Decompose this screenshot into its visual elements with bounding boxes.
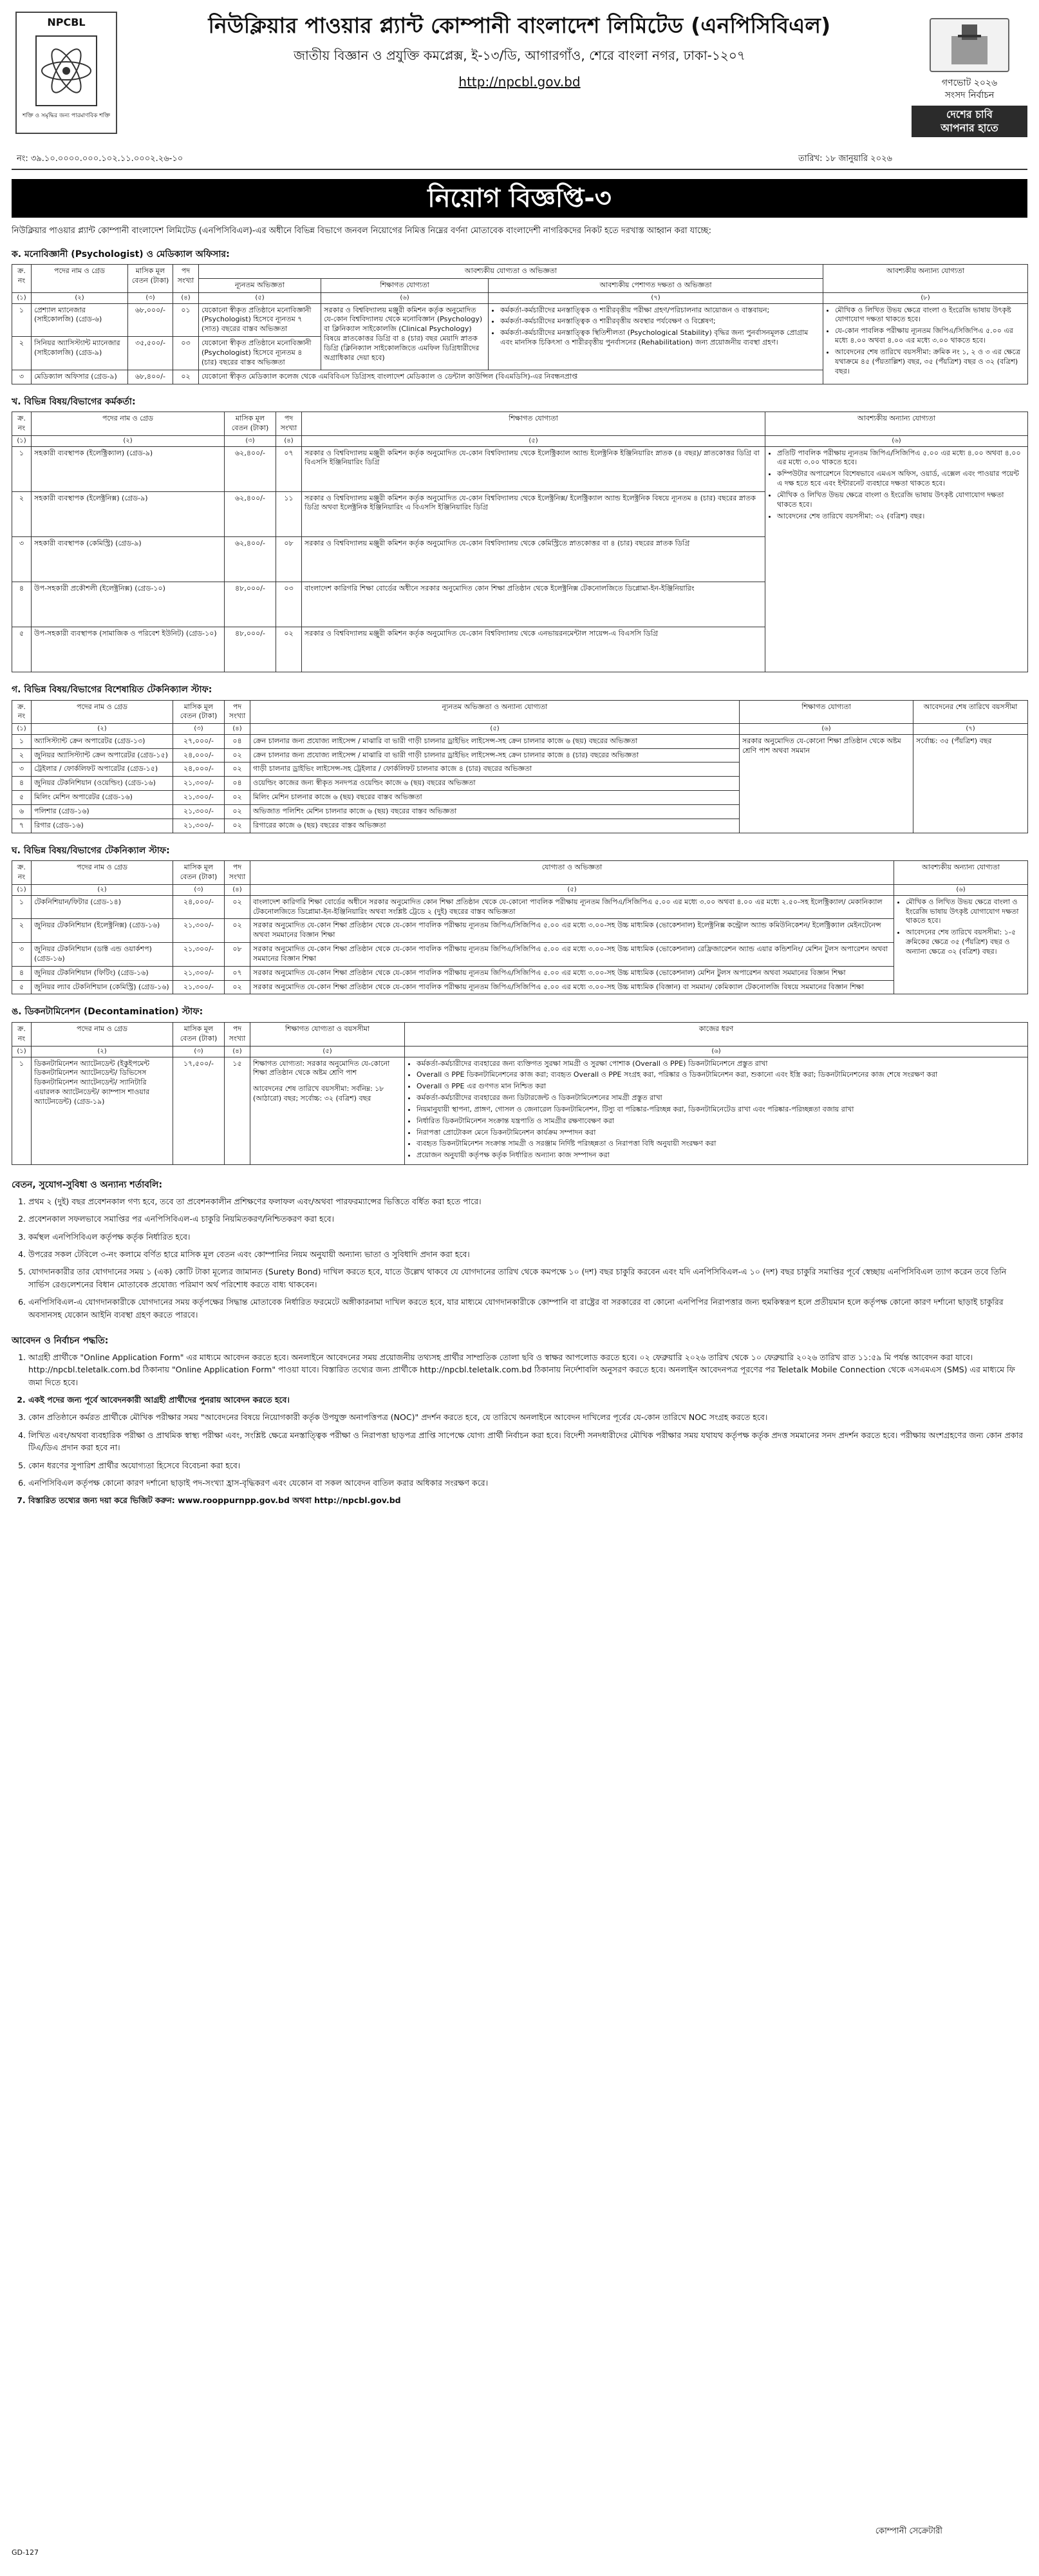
cell: ৪ bbox=[12, 777, 32, 791]
cell: যেকোনো স্বীকৃত মেডিক্যাল কলেজ থেকে এমবিবিএস ডিগ্রিসহ বাংলাদেশ মেডিক্যাল ও ডেন্টাল কাউন্সিল (বিএমডিসি)-এর নিবন্ধনপ্রাপ্ত bbox=[199, 370, 823, 384]
memo-number: নং: ৩৯.১০.০০০০.০০০.১০২.১১.০০০২.২৬-১০ bbox=[17, 154, 183, 164]
cell: অভিজাত পলিশিং মেশিন চালনার কাজে ৬ (ছয়) বছরের বাস্তব অভিজ্ঞতা bbox=[250, 804, 740, 819]
col-post: পদের নাম ও গ্রেড bbox=[32, 861, 173, 885]
cell: ০২ bbox=[225, 762, 250, 777]
list-item: 1. আগ্রহী প্রার্থীকে "Online Application Form" এর মাধ্যমে আবেদন করতে হবে। অনলাইনে আবেদনের সময় প্রয়োজনীয় তথ্যসহ প্রার্থীর সাম্প্রতিক তোলা ছবি ও স্বাক্ষর আপলোড করতে হবে। ০২ ফেব্রুয়ারি ২০২৬ তারিখ থেকে ১০ ফেব্রুয়ারি ২০২৬ তারিখ রাত ১১:৫৯ মি পর্যন্ত আবেদন করা যাবে। http://npcbl.teletalk.com.bd ঠিকানায় "Online Application Form" পাওয়া যাবে। বিস্তারিত তথ্যের জন্য প্রার্থীকে http://npcbl.teletalk.com.bd ঠিকানায় নির্দেশাবলি অনুসরণ করতে হবে। অনলাইন আবেদনপত্র পূরণের পর Teletalk Mobile Connection থেকে এসএমএস (SMS) এর মাধ্যমে ফি জমা দিতে হবে। bbox=[28, 1351, 1027, 1388]
cell: ১ bbox=[12, 303, 32, 337]
cell: ৬৮,৪০০/- bbox=[128, 370, 173, 384]
col-post: পদের নাম ও গ্রেড bbox=[32, 1023, 173, 1046]
list-item: • আবেদনের শেষ তারিখে বয়সসীমা: ১-৫ ক্রমিকের ক্ষেত্রে ৩৫ (পঁয়ত্রিশ) বছর ও অন্যান্য ক্ষেত্রে ৩২ (বত্রিশ) বছর। bbox=[906, 928, 1025, 957]
cell: ২৪,০০০/- bbox=[173, 895, 225, 919]
cell: ২১,৩০০/- bbox=[173, 966, 225, 980]
list-item: 1. প্রথম ২ (দুই) বছর প্রবেশনকাল গণ্য হবে, তবে তা প্রবেশনকালীন প্রশিক্ষণের ফলাফল এবং/অথবা পারফরম্যান্সের ভিত্তিতে বর্ধিত করা হতে পারে। bbox=[28, 1195, 1027, 1208]
cell: ১ bbox=[12, 734, 32, 748]
age-text: আবেদনের শেষ তারিখে বয়সসীমা: সর্বনিম্ন: ১৮ (আঠারো) বছর; সর্বোচ্চ: ৩২ (বত্রিশ) বছর bbox=[253, 1084, 384, 1103]
cell: সরকার ও বিশ্ববিদ্যালয় মঞ্জুরী কমিশন কর্তৃক অনুমোদিত যে-কোন বিশ্ববিদ্যালয় থেকে এনভায়রনমেন্টাল সায়েন্স-এ বিএসসি ডিগ্রি bbox=[302, 627, 765, 672]
section-b-table bbox=[12, 412, 1028, 672]
col-count: পদ সংখ্যা bbox=[225, 861, 250, 885]
list-item: • নির্ধারিত ডিকনটামিনেশন সংক্রান্ত যন্ত্রপাতি ও সামগ্রীর রক্ষণাবেক্ষণ করা bbox=[417, 1117, 1025, 1126]
num: (২) bbox=[32, 724, 173, 735]
cell: ৭ bbox=[12, 819, 32, 833]
list-item: • মৌখিক ও লিখিত উভয় ক্ষেত্রে বাংলা ও ইংরেজি ভাষায় উৎকৃষ্ট যোগাযোগ দক্ষতা থাকতে হবে। bbox=[835, 306, 1025, 325]
section-e-table bbox=[12, 1022, 1028, 1165]
table-header-row bbox=[12, 700, 1028, 724]
section-b-title: খ. বিভিন্ন বিষয়/বিভাগের কর্মকর্তা: bbox=[12, 396, 136, 407]
cell: ০৭ bbox=[276, 446, 302, 491]
list-item: 5. কোন ধরণের সুপারিশ প্রার্থীর অযোগ্যতা হিসেবে বিবেচনা করা হবে। bbox=[28, 1459, 1027, 1472]
col-other: আবশ্যকীয় অন্যান্য যোগ্যতা bbox=[765, 412, 1028, 436]
list-item: 3. কোন প্রতিষ্ঠানে কর্মরত প্রার্থীকে মৌখিক পরীক্ষার সময় "আবেদনের বিষয়ে নিয়োগকারী কর্তৃক উপযুক্ত অনাপত্তিপত্র (NOC)" প্রদর্শন করতে হবে, যে তারিখে অনলাইনে আবেদন দাখিলের পূর্বের যে-কোন তারিখে NOC সংগ্রহ করতে হবে। bbox=[28, 1411, 1027, 1423]
col-experience: ন্যূনতম অভিজ্ঞতা ও অন্যান্য যোগ্যতা bbox=[250, 700, 740, 724]
cell: জুনিয়র টেকনিশিয়ান (ইলেক্ট্রনিক্স) (গ্রেড-১৬) bbox=[32, 919, 173, 943]
section-a-title: ক. মনোবিজ্ঞানী (Psychologist) ও মেডিক্যাল অফিসার: bbox=[12, 249, 230, 260]
list-item: • নিয়মানুযায়ী স্থাপনা, প্রাঙ্গণ, গোসল ও জেনারেল ডিকনটামিনেশন, টিস্যু বা পরিষ্কার-পরিচ্ছন্ন করা, ডিকনটামিনেটেড রাখা এবং পরিষ্কার-পরিচ্ছন্নতা বজায় রাখা bbox=[417, 1105, 1025, 1115]
cell: সরকার ও বিশ্ববিদ্যালয় মঞ্জুরী কমিশন কর্তৃক অনুমোদিত যে-কোন বিশ্ববিদ্যালয় থেকে ইলেক্ট্রিক্যাল অ্যান্ড ইলেক্ট্রনিক ইঞ্জিনিয়ারিং স্নাতক (৪ বছর)/ স্নাতকোত্তর ডিগ্রি বা বিএসসি ইঞ্জিনিয়ারিং ডিগ্রি bbox=[302, 446, 765, 491]
col-post: পদের নাম ও গ্রেড bbox=[32, 265, 128, 293]
election-slogan bbox=[912, 106, 1027, 138]
cell: ০৮ bbox=[276, 536, 302, 582]
num: (৫) bbox=[250, 724, 740, 735]
cell: ২৪,০০০/- bbox=[173, 748, 225, 762]
column-number-row bbox=[12, 436, 1028, 447]
num: (৫) bbox=[250, 1046, 405, 1057]
num: (৬) bbox=[765, 436, 1028, 447]
col-pay: মাসিক মূল বেতন (টাকা) bbox=[173, 861, 225, 885]
table-header-row bbox=[12, 265, 1028, 279]
list-item: 3. কর্মস্থল এনপিসিবিএল কর্তৃপক্ষ কর্তৃক নির্ধারিত হবে। bbox=[28, 1231, 1027, 1243]
cell: ০২ bbox=[225, 804, 250, 819]
num: (৩) bbox=[173, 1046, 225, 1057]
num: (১) bbox=[12, 436, 32, 447]
col-count: পদ সংখ্যা bbox=[276, 412, 302, 436]
header bbox=[12, 0, 1027, 170]
cell: ১৭,৫০০/- bbox=[173, 1057, 225, 1165]
list-item: 6. এনপিসিবিএল কর্তৃপক্ষ কোনো কারণ দর্শানো ছাড়াই পদ-সংখ্যা হ্রাস-বৃদ্ধিকরণ এবং যেকোন বা সকল আবেদন বাতিল করার অধিকার সংরক্ষণ করে। bbox=[28, 1477, 1027, 1489]
cell: ওয়েল্ডিং কাজের জন্য স্বীকৃত সনদপত্র ওয়েল্ডিং কাজে ৬ (ছয়) বছরের অভিজ্ঞতা bbox=[250, 777, 740, 791]
cell: ২১,৩০০/- bbox=[173, 980, 225, 994]
cell: অ্যাসিস্ট্যান্ট ক্রেন অপারেটর (গ্রেড-১৩) bbox=[32, 734, 173, 748]
cell: ৫ bbox=[12, 980, 32, 994]
col-serial: ক্র. নং bbox=[12, 412, 32, 436]
cell: যেকোনো স্বীকৃত প্রতিষ্ঠানে মনোবিজ্ঞানী (Psychologist) হিসেবে ন্যূনতম ৭ (সাত) বছরের বাস্তব অভিজ্ঞতা bbox=[199, 303, 321, 337]
table-row bbox=[12, 303, 1028, 337]
cell: ৬৮,০০০/- bbox=[128, 303, 173, 337]
cell: ৫ bbox=[12, 627, 32, 672]
cell: ০২ bbox=[173, 370, 199, 384]
cell: ০৮ bbox=[225, 943, 250, 967]
list-item: • মৌখিক ও লিখিত উভয় ক্ষেত্রে বাংলা ও ইংরেজি ভাষায় উৎকৃষ্ট যোগাযোগ দক্ষতা থাকতে হবে। bbox=[777, 491, 1025, 510]
num: (২) bbox=[32, 885, 173, 896]
list-item: • Overall ও PPE এর গুণগত মান নিশ্চিত করা bbox=[417, 1082, 1025, 1092]
num: (৬) bbox=[405, 1046, 1028, 1057]
list-item: • আবেদনের শেষ তারিখে বয়সসীমা: ক্রমিক নং ১, ২ ও ৩ এর ক্ষেত্রে যথাক্রমে ৪৫ (পঁয়তাল্লিশ) বছর, ৩৫ (পঁয়ত্রিশ) বছর ও ৩২ (বত্রিশ) বছর। bbox=[835, 348, 1025, 377]
num: (২) bbox=[32, 293, 128, 304]
cell: রিগারের কাজে ৬ (ছয়) বছরের বাস্তব অভিজ্ঞতা bbox=[250, 819, 740, 833]
cell: ০২ bbox=[225, 895, 250, 919]
col-count: পদ সংখ্যা bbox=[225, 700, 250, 724]
col-pay: মাসিক মূল বেতন (টাকা) bbox=[173, 1023, 225, 1046]
col-serial: ক্র. নং bbox=[12, 700, 32, 724]
num: (১) bbox=[12, 724, 32, 735]
num: (৩) bbox=[128, 293, 173, 304]
cell: ০২ bbox=[276, 627, 302, 672]
cell: ২১,৩০০/- bbox=[173, 819, 225, 833]
logo-text: NPCBL bbox=[47, 16, 86, 28]
table-row bbox=[12, 966, 1028, 980]
table-header-row bbox=[12, 861, 1028, 885]
cell: ০৪ bbox=[225, 777, 250, 791]
cell: বাংলাদেশ কারিগরি শিক্ষা বোর্ডের অধীনে সরকার অনুমোদিত কোন শিক্ষা প্রতিষ্ঠান থেকে ইলেক্ট্রনিক্স টেকনোলজিতে ডিপ্লোমা-ইন-ইঞ্জিনিয়ারিং bbox=[302, 582, 765, 627]
list-item: 5. যোগদানকারীর তার যোগদানের সময় ১ (এক) কোটি টাকা মূল্যের জামানত (Surety Bond) দাখিল করতে হবে, যাতে উল্লেখ থাকবে যে যোগদানের তারিখ থেকে কমপক্ষে ১০ (দশ) বছর চাকুরি করবেন এবং যদি এনপিসিবিএল-এ ১০ (দশ) বছর চাকুরি সমাপ্তির পূর্বে স্বেচ্ছায় এনপিসিবিএল ত্যাগ করেন তবে তিনি সার্ভিস রেগুলেশনের বিধান মোতাবেক প্রযোজ্য পরিমাণ অর্থ পরিশোধ করতে বাধ্য থাকবেন। bbox=[28, 1265, 1027, 1291]
cell: সরকার ও বিশ্ববিদ্যালয় মঞ্জুরী কমিশন কর্তৃক অনুমোদিত যে-কোন বিশ্ববিদ্যালয় থেকে মনোবিজ্ঞান (Psychology) বা ক্লিনিক্যাল সাইকোলজি (Clinical Psychology) বিষয়ে স্নাতকোত্তর ডিগ্রি বা ৪ (চার) বছর মেয়াদি স্নাতক ডিগ্রি (ক্লিনিক্যাল সাইকোলজিতে এমফিল ডিগ্রিধারীদের অগ্রাধিকার দেয়া হবে) bbox=[321, 303, 489, 370]
cell: ০৭ bbox=[225, 966, 250, 980]
cell: ২ bbox=[12, 491, 32, 536]
cell: প্রেশ্যাল ম্যানেজার (সাইকোলজি) (গ্রেড-৬) bbox=[32, 303, 128, 337]
cell: ৩৫,৫০০/- bbox=[128, 337, 173, 370]
table-row bbox=[12, 919, 1028, 943]
col-pay: মাসিক মূল বেতন (টাকা) bbox=[225, 412, 276, 436]
education-text: শিক্ষাগত যোগ্যতা: সরকার অনুমোদিত যে-কোনো শিক্ষা প্রতিষ্ঠান থেকে অষ্টম শ্রেণি পাশ bbox=[253, 1059, 390, 1077]
cell: ০২ bbox=[225, 791, 250, 805]
col-count: পদ সংখ্যা bbox=[225, 1023, 250, 1046]
logo-subtext: শক্তি ও সমৃদ্ধির জন্য পারমাণবিক শক্তি bbox=[23, 112, 110, 119]
cell: ২৭,০০০/- bbox=[173, 734, 225, 748]
col-other: আবশ্যকীয় অন্যান্য যোগ্যতা bbox=[894, 861, 1028, 885]
cell bbox=[823, 303, 1028, 384]
cell: ২১,৩০০/- bbox=[173, 919, 225, 943]
table-row bbox=[12, 980, 1028, 994]
list-item: • নিরাপত্তা প্রোটোকল মেনে ডিকনটামিনেশন কার্যক্রম সম্পাদন করা bbox=[417, 1128, 1025, 1138]
table-row bbox=[12, 943, 1028, 967]
cell: ৬২,৪০০/- bbox=[225, 536, 276, 582]
list-item: 6. এনপিসিবিএল-এ যোগদানকারীকে যোগদানের সময় কর্তৃপক্ষের সিদ্ধান্ত মোতাবেক নির্ধারিত ফরমেটে অঙ্গীকারনামা দাখিল করতে হবে, যার মাধ্যমে যোগদানকারীকে কোম্পানি বা রাষ্ট্রের বা সরকারের বা কোনো এনপিপির নিরাপত্তার জন্য হুমকিস্বরূপ হলে প্রতীয়মান হলে কর্তৃপক্ষ কোনো কারণ দর্শানো ছাড়াই চাকুরির অবসানসহ যেকোন আইনি ব্যবস্থা গ্রহণ করতে পারবে। bbox=[28, 1296, 1027, 1321]
cell: ৬২,৪০০/- bbox=[225, 446, 276, 491]
signature-title: কোম্পানী সেক্রেটারী bbox=[875, 2526, 942, 2537]
col-education: শিক্ষাগত যোগ্যতা ও বয়সসীমা bbox=[250, 1023, 405, 1046]
company-address: জাতীয় বিজ্ঞান ও প্রযুক্তি কমপ্লেক্স, ই-১৩/ডি, আগারগাঁও, শেরে বাংলা নগর, ঢাকা-১২০৭ bbox=[294, 47, 745, 63]
cell: মিলিং মেশিন চালনার কাজে ৬ (ছয়) বছরের বাস্তব অভিজ্ঞতা bbox=[250, 791, 740, 805]
cell: যেকোনো স্বীকৃত প্রতিষ্ঠানে মনোবিজ্ঞানী (Psychologist) হিসেবে ন্যূনতম ৪ (চার) বছরের বাস্তব অভিজ্ঞতা bbox=[199, 337, 321, 370]
table-header-row bbox=[12, 1023, 1028, 1046]
num: (১) bbox=[12, 293, 32, 304]
cell: ২ bbox=[12, 337, 32, 370]
list-item: 4. লিখিত এবং/অথবা ব্যবহারিক পরীক্ষা ও প্রাথমিক স্বাস্থ্য পরীক্ষা এবং, সংশ্লিষ্ট ক্ষেত্রে মনস্তাত্ত্বিক পরীক্ষা ও নিরাপত্তা ছাড়পত্র প্রাপ্তি সাপেক্ষে যোগ্য প্রার্থী নির্বাচন করা হবে। বিদেশী সনদধারীদের মৌখিক পরীক্ষার সময় যথাযথ কর্তৃপক্ষ কর্তৃক প্রদত্ত সমমানের সনদ প্রদর্শন করতে হবে। পরীক্ষায় অংশগ্রহণের জন্য কোন প্রকার টিএ/ডিএ প্রদান করা হবে না। bbox=[28, 1429, 1027, 1454]
cell: সিনিয়র অ্যাসিস্ট্যান্ট ম্যানেজার (সাইকোলজি) (গ্রেড-৯) bbox=[32, 337, 128, 370]
num: (৩) bbox=[173, 885, 225, 896]
election-line1: গণভোট ২০২৬ bbox=[941, 78, 998, 88]
num: (৬) bbox=[894, 885, 1028, 896]
election-badge bbox=[912, 18, 1027, 137]
cell: ১ bbox=[12, 895, 32, 919]
cell: ৩ bbox=[12, 762, 32, 777]
election-line2: সংসদ নির্বাচন bbox=[944, 90, 995, 100]
cell: ৪৮,০০০/- bbox=[225, 582, 276, 627]
cell: ৪৮,০০০/- bbox=[225, 627, 276, 672]
cell: ক্রেন চালনার জন্য প্রযোজ্য লাইসেন্স / মাঝারি বা ভারী গাড়ী চালনার ড্রাইভিং লাইসেন্স-সহ ক্রেন চালনার কাজে ৬ (ছয়) বছরের অভিজ্ঞতা bbox=[250, 734, 740, 748]
npcbl-logo bbox=[15, 12, 117, 134]
num: (৮) bbox=[823, 293, 1028, 304]
cell: ট্রেইলার / ফোর্কলিফট অপারেটর (গ্রেড-১৫) bbox=[32, 762, 173, 777]
cell: ২ bbox=[12, 919, 32, 943]
cell: ২ bbox=[12, 748, 32, 762]
col-serial: ক্র. নং bbox=[12, 265, 32, 293]
election-line3: দেশের চাবি bbox=[946, 108, 993, 120]
list-item: • আবেদনের শেষ তারিখে বয়সসীমা: ৩২ (বত্রিশ) বছর। bbox=[777, 512, 1025, 522]
cell: ১১ bbox=[276, 491, 302, 536]
cell: ২১,৩০০/- bbox=[173, 791, 225, 805]
col-other: আবশ্যকীয় অন্যান্য যোগ্যতা bbox=[823, 265, 1028, 293]
list-item: • যে-কোন পাবলিক পরীক্ষায় ন্যূনতম জিপিএ/সিজিপিএ ৫.০০ এর মধ্যে ৪.০০ অথবা ৪.০০ এর মধ্যে ৩.০০ থাকতে হবে। bbox=[835, 327, 1025, 346]
num: (৪) bbox=[173, 293, 199, 304]
num: (১) bbox=[12, 885, 32, 896]
list-item: • মৌখিক ও লিখিত উভয় ক্ষেত্রে বাংলা ও ইংরেজি ভাষায় উৎকৃষ্ট যোগাযোগ দক্ষতা থাকতে হবে। bbox=[906, 898, 1025, 927]
cell: সরকার অনুমোদিত যে-কোন শিক্ষা প্রতিষ্ঠান থেকে যে-কোন পাবলিক পরীক্ষায় ন্যূনতম জিপিএ/সিজিপিএ ৫.০০ এর মধ্যে ৩.০০-সহ উচ্চ মাধ্যমিক (বিজ্ঞান) বা সমমান/ কেমিক্যাল টেকনোলজি বিষয়ে সমমানের বিজ্ঞান শিক্ষা bbox=[250, 980, 894, 994]
section-c-table bbox=[12, 700, 1028, 833]
notice-title: নিয়োগ বিজ্ঞপ্তি-৩ bbox=[12, 179, 1027, 218]
cell: পলিশার (গ্রেড-১৬) bbox=[32, 804, 173, 819]
col-serial: ক্র. নং bbox=[12, 1023, 32, 1046]
intro-text: নিউক্লিয়ার পাওয়ার প্ল্যান্ট কোম্পানী বাংলাদেশ লিমিটেড (এনপিসিবিএল)-এর অধীনে বিভিন্ন বিভাগে জনবল নিয়োগের নিমিত্ত নিম্নের বর্ণনা মোতাবেক বাংলাদেশী নাগরিকদের নিকট হতে দরখাস্ত আহ্বান করা যাচ্ছে: bbox=[12, 226, 711, 236]
cell bbox=[765, 446, 1028, 672]
section-e-title: ঙ. ডিকনটামিনেশন (Decontamination) স্টাফ: bbox=[12, 1007, 203, 1018]
cell: ৩ bbox=[12, 943, 32, 967]
cell: ২১,৩০০/- bbox=[173, 777, 225, 791]
cell: সর্বোচ্চ: ৩৫ (পঁয়ত্রিশ) বছর bbox=[913, 734, 1028, 833]
cell: জুনিয়র টেকনিশিয়ান (ওয়েল্ডিং) (গ্রেড-১৬) bbox=[32, 777, 173, 791]
list-item: 7. বিস্তারিত তথ্যের জন্য দয়া করে ভিজিট করুন: www.rooppurnpp.gov.bd অথবা http://npcbl.gov.bd bbox=[28, 1494, 1027, 1506]
company-info bbox=[134, 12, 905, 91]
list-item: 2. প্রবেশনকাল সফলভাবে সমাপ্তির পর এনপিসিবিএল-এ চাকুরি নিয়মিতকরণ/নিশ্চিতকরণ করা হবে। bbox=[28, 1213, 1027, 1225]
cell: টেকনিশিয়ান/ফিটার (গ্রেড-১৪) bbox=[32, 895, 173, 919]
num: (৩) bbox=[225, 436, 276, 447]
col-skill: আবশ্যকীয় পেশাগত দক্ষতা ও অভিজ্ঞতা bbox=[489, 279, 823, 293]
table-row bbox=[12, 1057, 1028, 1165]
col-education: শিক্ষাগত যোগ্যতা bbox=[740, 700, 913, 724]
cell: ০২ bbox=[225, 980, 250, 994]
document-code: GD-127 bbox=[12, 2548, 39, 2557]
notice-date: তারিখ: ১৮ জানুয়ারি ২০২৬ bbox=[798, 154, 892, 164]
column-number-row bbox=[12, 885, 1028, 896]
atom-icon bbox=[31, 32, 102, 109]
terms-title: বেতন, সুযোগ-সুবিধা ও অন্যান্য শর্তাবলি: bbox=[12, 1180, 163, 1191]
num: (১) bbox=[12, 1046, 32, 1057]
apply-section bbox=[12, 1335, 1027, 1507]
col-post: পদের নাম ও গ্রেড bbox=[32, 412, 225, 436]
cell bbox=[405, 1057, 1028, 1165]
cell: ০২ bbox=[225, 819, 250, 833]
column-number-row bbox=[12, 293, 1028, 304]
cell: সরকার অনুমোদিত যে-কোন শিক্ষা প্রতিষ্ঠান থেকে যে-কোন পাবলিক পরীক্ষায় ন্যূনতম জিপিএ/সিজিপিএ ৫.০০ এর মধ্যে ৩.০০-সহ উচ্চ মাধ্যমিক (ভোকেশনাল) ইলেক্ট্রনিক্স কন্ট্রোল অ্যান্ড কমিউনিকেশন/ ইলেক্ট্রিক্যাল মেইনটেনেন্স অথবা সমমানের বিজ্ঞান শিক্ষা bbox=[250, 919, 894, 943]
cell bbox=[489, 303, 823, 370]
num: (৬) bbox=[321, 293, 489, 304]
cell: ০৩ bbox=[276, 582, 302, 627]
cell: উপ-সহকারী ব্যবস্থাপক (সামাজিক ও পরিবেশ ইউনিট) (গ্রেড-১০) bbox=[32, 627, 225, 672]
cell: ৬ bbox=[12, 804, 32, 819]
col-serial: ক্র. নং bbox=[12, 861, 32, 885]
cell: ০১ bbox=[173, 303, 199, 337]
col-experience: ন্যূনতম অভিজ্ঞতা bbox=[199, 279, 321, 293]
num: (৫) bbox=[250, 885, 894, 896]
cell: ৩ bbox=[12, 370, 32, 384]
table-row bbox=[12, 446, 1028, 491]
cell: ডিকনটামিনেশন অ্যাটেনডেন্ট (ইকুইপমেন্ট ডিকনটামিনেশন অ্যাটেনডেন্ট/ ডিভিসেস ডিকনটামিনেশন অ্যাটেনডেন্ট/ স্যানিটারি এয়ারলক অ্যাটেনডেন্ট/ ক্যাম্পাস শাওয়ার অ্যাটেনডেন্ট) (গ্রেড-১৯) bbox=[32, 1057, 173, 1165]
cell: জুনিয়র টেকনিশিয়ান (ডাক্ট এন্ড ওয়ার্কশপ) (গ্রেড-১৬) bbox=[32, 943, 173, 967]
num: (৭) bbox=[489, 293, 823, 304]
cell: ১ bbox=[12, 1057, 32, 1165]
list-item: 4. উপরের সকল টেবিলে ৩-নং কলামে বর্ণিত হারে মাসিক মূল বেতন এবং কোম্পানির নিয়ম অনুযায়ী অন্যান্য ভাতা ও সুবিধাদি প্রদান করা হবে। bbox=[28, 1248, 1027, 1260]
cell: সহকারী ব্যবস্থাপক (ইলেক্ট্রনিক্স) (গ্রেড-৯) bbox=[32, 491, 225, 536]
col-qualification: যোগ্যতা ও অভিজ্ঞতা bbox=[250, 861, 894, 885]
section-c-title: গ. বিভিন্ন বিষয়/বিভাগের বিশেষায়িত টেকনিক্যাল স্টাফ: bbox=[12, 684, 212, 695]
cell bbox=[250, 1057, 405, 1165]
cell: জুনিয়র অ্যাসিস্ট্যান্ট ক্রেন অপারেটর (গ্রেড-১৫) bbox=[32, 748, 173, 762]
cell: ২৪,০০০/- bbox=[173, 762, 225, 777]
cell: সহকারী ব্যবস্থাপক (কেমিস্ট্রি) (গ্রেড-৯) bbox=[32, 536, 225, 582]
col-qualification-group: আবশ্যকীয় যোগ্যতা ও অভিজ্ঞতা bbox=[199, 265, 823, 279]
col-education: শিক্ষাগত যোগ্যতা bbox=[302, 412, 765, 436]
list-item: • কর্মকর্তা-কর্মচারীদের মনস্তাত্ত্বিক ও শারীরবৃত্তীয় অবস্থার পর্যবেক্ষণ ও বিশ্লেষণ; bbox=[500, 317, 820, 327]
cell: ০৩ bbox=[173, 337, 199, 370]
cell: ০৪ bbox=[225, 734, 250, 748]
section-a-table bbox=[12, 264, 1028, 384]
cell: উপ-সহকারী প্রকৌশলী (ইলেক্ট্রনিক্স) (গ্রেড-১০) bbox=[32, 582, 225, 627]
num: (৪) bbox=[225, 885, 250, 896]
cell: সরকার ও বিশ্ববিদ্যালয় মঞ্জুরী কমিশন কর্তৃক অনুমোদিত যে-কোন বিশ্ববিদ্যালয় থেকে কেমিস্ট্রিতে স্নাতকোত্তর বা ৪ (চার) বছরের স্নাতক ডিগ্রি bbox=[302, 536, 765, 582]
list-item: • কর্মকর্তা-কর্মচারীদের ব্যবহারের জন্য ব্যক্তিগত সুরক্ষা সামগ্রী ও সুরক্ষা পোশাক (Overall ও PPE) ডিকনটামিনেশনে প্রস্তুত রাখা bbox=[417, 1059, 1025, 1069]
col-post: পদের নাম ও গ্রেড bbox=[32, 700, 173, 724]
cell: গাড়ী চালনার ড্রাইভিং লাইসেন্স-সহ ট্রেইলার / ফোর্কলিফট চালনার কাজে ৪ (চার) বছরের অভিজ্ঞতা bbox=[250, 762, 740, 777]
list-item: • ব্যবহৃত ডিকনটামিনেশন সংক্রান্ত সামগ্রী ও সরঞ্জাম নির্দিষ্ট পরিচ্ছন্নতা ও নিরাপত্তা বিধি অনুযায়ী সংরক্ষণ করা bbox=[417, 1139, 1025, 1149]
election-line4: আপনার হাতে bbox=[941, 121, 998, 134]
list-item: • প্রতিটি পাবলিক পরীক্ষায় ন্যূনতম জিপিএ/সিজিপিএ ৫.০০ এর মধ্যে ৪.০০ অথবা ৪.০০ এর মধ্যে ৩.০০ থাকতে হবে। bbox=[777, 449, 1025, 468]
col-education: শিক্ষাগত যোগ্যতা bbox=[321, 279, 489, 293]
num: (২) bbox=[32, 1046, 173, 1057]
terms-section bbox=[12, 1179, 1027, 1321]
col-age: আবেদনের শেষ তারিখে বয়সসীমা bbox=[913, 700, 1028, 724]
cell: ০২ bbox=[225, 919, 250, 943]
num: (৪) bbox=[276, 436, 302, 447]
company-name: নিউক্লিয়ার পাওয়ার প্ল্যান্ট কোম্পানী বাংলাদেশ লিমিটেড (এনপিসিবিএল) bbox=[208, 13, 831, 38]
cell: সহকারী ব্যবস্থাপক (ইলেক্ট্রিক্যাল) (গ্রেড-৯) bbox=[32, 446, 225, 491]
cell: ৪ bbox=[12, 582, 32, 627]
num: (৬) bbox=[740, 724, 913, 735]
list-item: • কম্পিউটার অপারেশনে বিশেষভাবে এমএস অফিস, ওয়ার্ড, এক্সেল এবং পাওয়ার পয়েন্ট এ দক্ষ হতে হবে এবং ইন্টারনেট ব্যবহারে দক্ষতা থাকতে হবে। bbox=[777, 469, 1025, 489]
col-pay: মাসিক মূল বেতন (টাকা) bbox=[128, 265, 173, 293]
cell: ৬২,৪০০/- bbox=[225, 491, 276, 536]
col-count: পদ সংখ্যা bbox=[173, 265, 199, 293]
column-number-row bbox=[12, 724, 1028, 735]
cell: জুনিয়র টেকনিশিয়ান (ফিটিং) (গ্রেড-১৬) bbox=[32, 966, 173, 980]
cell bbox=[894, 895, 1028, 994]
col-duties: কাজের ধরণ bbox=[405, 1023, 1028, 1046]
cell: ৪ bbox=[12, 966, 32, 980]
cell: ৩ bbox=[12, 536, 32, 582]
ballot-box-icon bbox=[930, 18, 1009, 72]
section-d-table bbox=[12, 860, 1028, 994]
list-item: • কর্মকর্তা-কর্মচারীদের ব্যবহারের জন্য ডিটারজেন্ট ও ডিকনটামিনেশনের সামগ্রী প্রস্তুত রাখা bbox=[417, 1094, 1025, 1103]
cell: সরকার ও বিশ্ববিদ্যালয় মঞ্জুরী কমিশন কর্তৃক অনুমোদিত যে-কোন বিশ্ববিদ্যালয় থেকে ইলেক্ট্রনিক্স/ ইলেক্ট্রিক্যাল অ্যান্ড ইলেক্ট্রনিক বিষয়ে ন্যূনতম ৪ (চার) বছরের স্নাতক ডিগ্রি অথবা ইলেক্ট্রনিক ইঞ্জিনিয়ারিং এ বিএসসি ইঞ্জিনিয়ারিং ডিগ্রি bbox=[302, 491, 765, 536]
cell: মিলিং মেশিন অপারেটর (গ্রেড-১৬) bbox=[32, 791, 173, 805]
list-item: • কর্মকর্তা-কর্মচারীদের মনস্তাত্ত্বিক ও শারীরবৃত্তীয় পরীক্ষা গ্রহণ/পরিচালনার আয়োজন ও বাস্তবায়ন; bbox=[500, 306, 820, 316]
list-item: • কর্মকর্তা-কর্মচারীদের মনস্তাত্ত্বিক স্থিতিশীলতা (Psychological Stability) বৃদ্ধির জন্য পুনর্বাসনমূলক প্রোগ্রাম এবং মানসিক চিকিৎসা ও শারীরবৃত্তীয় পুনর্বাসনের (Rehabilitation) জন্য প্রয়োজনীয় ব্যবস্থা গ্রহণ। bbox=[500, 328, 820, 348]
company-website[interactable]: http://npcbl.gov.bd bbox=[458, 73, 581, 90]
cell: ১ bbox=[12, 446, 32, 491]
cell: সরকার অনুমোদিত যে-কোন শিক্ষা প্রতিষ্ঠান থেকে যে-কোন পাবলিক পরীক্ষায় ন্যূনতম জিপিএ/সিজিপিএ ৫.০০ এর মধ্যে ৩.০০-সহ উচ্চ মাধ্যমিক (ভোকেশনাল) মেশিন টুলস অপারেশন অথবা সমমানের বিজ্ঞান শিক্ষা bbox=[250, 966, 894, 980]
cell: সরকার অনুমোদিত যে-কোন শিক্ষা প্রতিষ্ঠান থেকে যে-কোন পাবলিক পরীক্ষায় ন্যূনতম জিপিএ/সিজিপিএ ৫.০০ এর মধ্যে ৩.০০-সহ উচ্চ মাধ্যমিক (ভোকেশনাল) রেফ্রিজারেশন অ্যান্ড এয়ার কন্ডিশনিং/ মেশিন টুলস অপারেশন অথবা সমমানের বিজ্ঞান শিক্ষা bbox=[250, 943, 894, 967]
col-pay: মাসিক মূল বেতন (টাকা) bbox=[173, 700, 225, 724]
num: (৫) bbox=[199, 293, 321, 304]
cell: সরকার অনুমোদিত যে-কোনো শিক্ষা প্রতিষ্ঠান থেকে অষ্টম শ্রেণি পাশ অথবা সমমান bbox=[740, 734, 913, 833]
cell: মেডিক্যাল অফিসার (গ্রেড-৯) bbox=[32, 370, 128, 384]
num: (৪) bbox=[225, 724, 250, 735]
cell: ৫ bbox=[12, 791, 32, 805]
num: (২) bbox=[32, 436, 225, 447]
section-d-title: ঘ. বিভিন্ন বিষয়/বিভাগের টেকনিক্যাল স্টাফ: bbox=[12, 845, 170, 856]
table-row bbox=[12, 895, 1028, 919]
column-number-row bbox=[12, 1046, 1028, 1057]
list-item: • Overall ও PPE ডিকনটামিনেশনের কাজ করা; ব্যবহৃত Overall ও PPE সংগ্রহ করা, পরিষ্কার ও ডিকনটামিনেশন করা, শুকানো এবং ইস্ত্রি করা; ডিকনটামিনেশনের কাজ শেষে সংরক্ষণ করা bbox=[417, 1070, 1025, 1080]
num: (৭) bbox=[913, 724, 1028, 735]
cell: ক্রেন চালনার জন্য প্রযোজ্য লাইসেন্স / মাঝারি বা ভারী গাড়ী চালনার ড্রাইভিং লাইসেন্স-সহ ক্রেন চালনার কাজে ৪ (চার) বছরের অভিজ্ঞতা bbox=[250, 748, 740, 762]
cell: রিগার (গ্রেড-১৬) bbox=[32, 819, 173, 833]
table-row bbox=[12, 734, 1028, 748]
num: (৩) bbox=[173, 724, 225, 735]
cell: ২১,৩০০/- bbox=[173, 943, 225, 967]
apply-title: আবেদন ও নির্বাচন পদ্ধতি: bbox=[12, 1335, 109, 1346]
list-item: 2. একই পদের জন্য পূর্বে আবেদনকারী আগ্রহী প্রার্থীদের পুনরায় আবেদন করতে হবে। bbox=[28, 1394, 1027, 1406]
cell: জুনিয়র ল্যাব টেকনিশিয়ান (কেমিস্ট্রি) (গ্রেড-১৬) bbox=[32, 980, 173, 994]
num: (৪) bbox=[225, 1046, 250, 1057]
table-header-row bbox=[12, 412, 1028, 436]
num: (৫) bbox=[302, 436, 765, 447]
cell: ১৫ bbox=[225, 1057, 250, 1165]
cell: ০২ bbox=[225, 748, 250, 762]
cell: ২১,৩০০/- bbox=[173, 804, 225, 819]
cell: বাংলাদেশ কারিগরি শিক্ষা বোর্ডের অধীনে সরকার অনুমোদিত কোন শিক্ষা প্রতিষ্ঠান থেকে যে-কোনো পাবলিক পরীক্ষায় ন্যূনতম জিপিএ/সিজিপিএ ৫.০০ এর মধ্যে ৩.০০ অথবা ৪.০০ এর মধ্যে ২.৫০-সহ ইলেক্ট্রিক্যাল/ মেকানিক্যাল টেকনোলজিতে ডিপ্লোমা-ইন-ইঞ্জিনিয়ারিং অথবা সংশ্লিষ্ট ট্রেডে ২ (দুই) বছরের বাস্তব অভিজ্ঞতা bbox=[250, 895, 894, 919]
list-item: • প্রয়োজন অনুযায়ী কর্তৃপক্ষ কর্তৃক নির্ধারিত অন্যান্য কাজ সম্পাদন করা bbox=[417, 1151, 1025, 1160]
